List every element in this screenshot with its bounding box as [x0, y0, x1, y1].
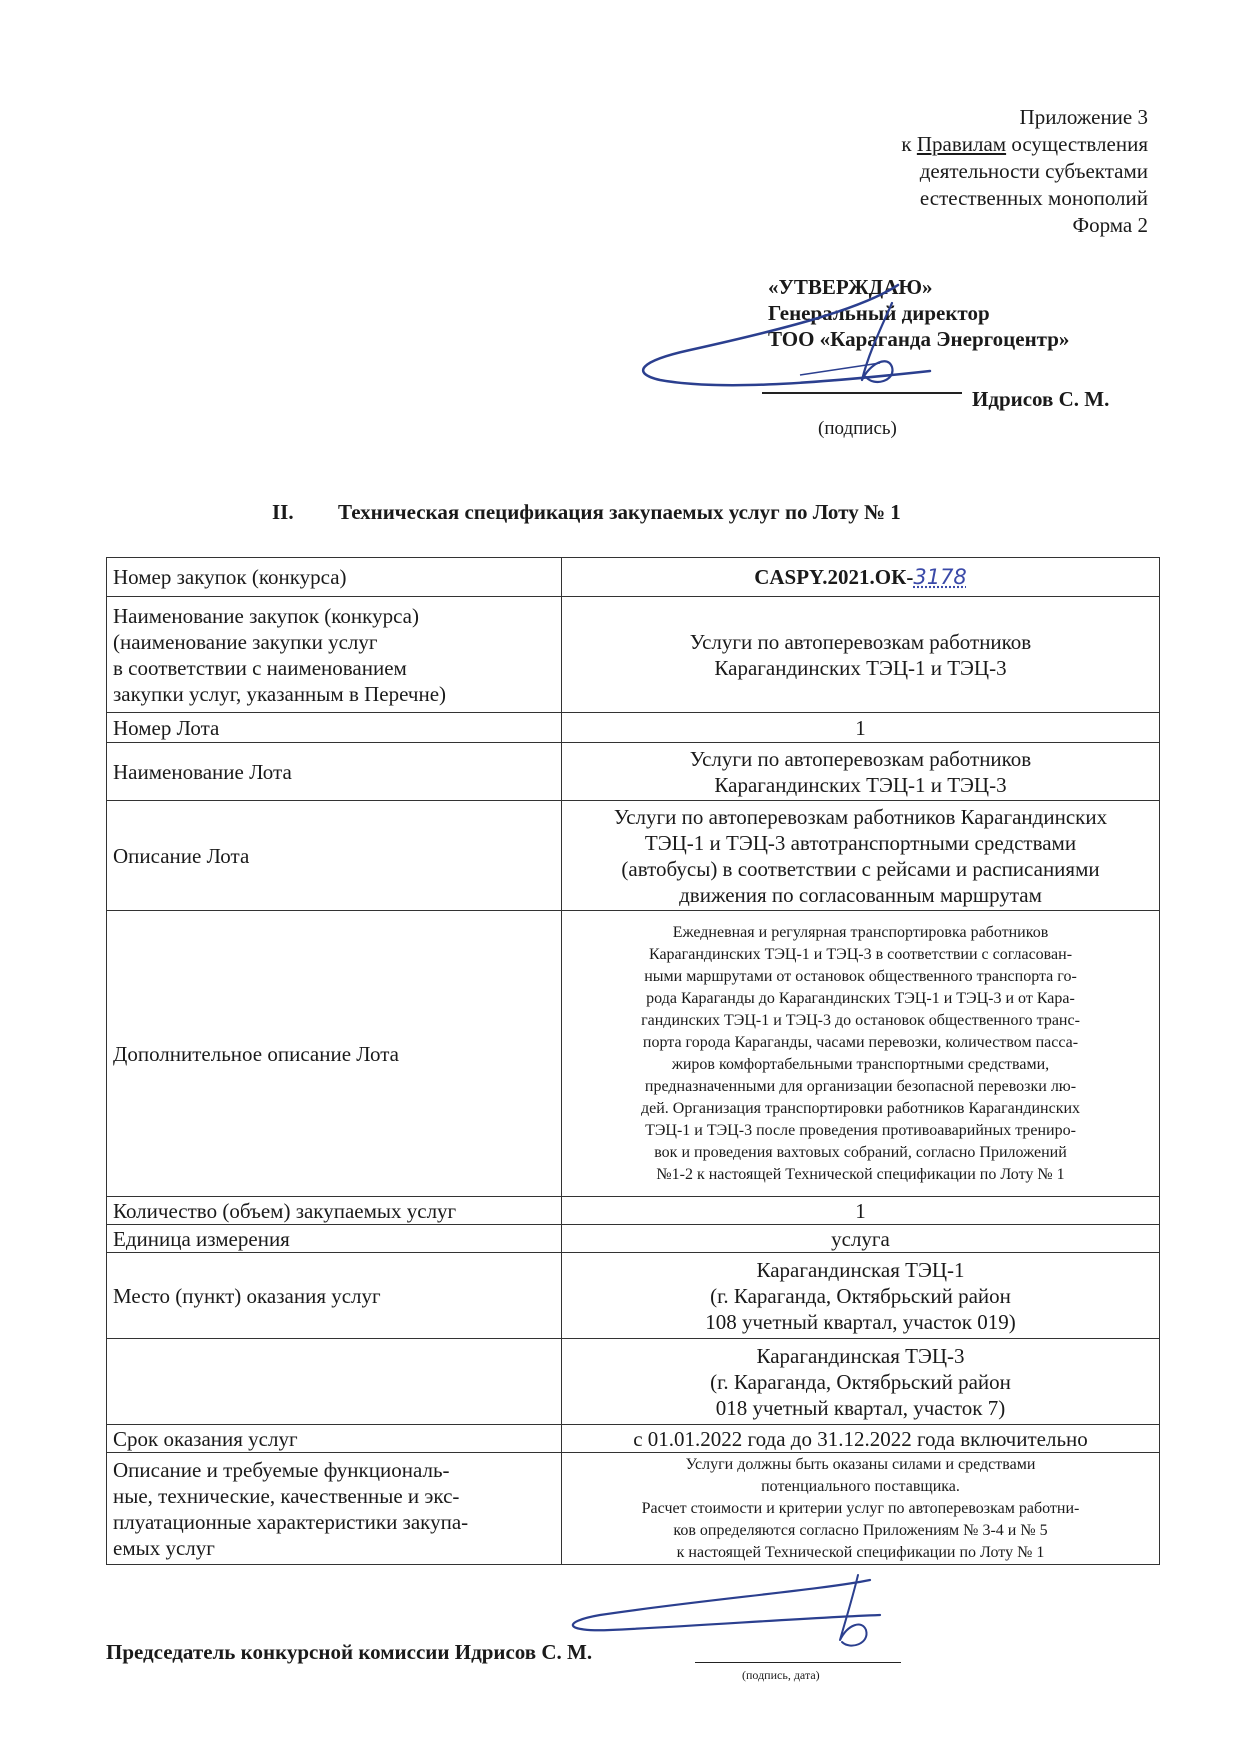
row-label: Дополнительное описание Лота — [107, 911, 562, 1197]
value-line: ков определяются согласно Приложениям № 3-4 и № 5 — [673, 1521, 1048, 1539]
table-row — [107, 1425, 1160, 1453]
value-line: Ежедневная и регулярная транспортировка работников — [672, 923, 1049, 941]
row-value — [562, 1453, 1160, 1565]
row-value — [562, 1253, 1160, 1339]
value-line: (автобусы) в соответствии с рейсами и расписаниями — [621, 856, 1100, 881]
label-line: закупки услуг, указанным в Перечне) — [113, 681, 447, 706]
table-row — [107, 1253, 1160, 1339]
value-line: Расчет стоимости и критерии услуг по автоперевозкам работни- — [641, 1499, 1080, 1517]
value-line: Услуги должны быть оказаны силами и средствами — [685, 1455, 1036, 1473]
approval-signature-caption: (подпись) — [818, 418, 897, 439]
procurement-number — [562, 558, 1160, 597]
label-line: Описание и требуемые функциональ- — [113, 1457, 450, 1482]
value-line: 018 учетный квартал, участок 7) — [715, 1395, 1006, 1420]
table-row — [107, 1197, 1160, 1225]
row-label: Место (пункт) оказания услуг — [107, 1253, 562, 1339]
value-line: к настоящей Технической спецификации по Лоту № 1 — [676, 1543, 1045, 1561]
approval-position: Генеральный директор — [768, 301, 990, 325]
label-line: в соответствии с наименованием — [113, 655, 407, 680]
commission-chair: Председатель конкурсной комиссии Идрисов С. М. — [106, 1640, 593, 1664]
table-row — [107, 558, 1160, 597]
approval-org: ТОО «Караганда Энергоцентр» — [768, 327, 1070, 351]
table-row — [107, 801, 1160, 911]
row-value: услуга — [562, 1225, 1160, 1253]
appendix-rules-line — [901, 131, 1148, 158]
value-line: Карагандинская ТЭЦ-3 — [756, 1343, 965, 1368]
row-value — [562, 1339, 1160, 1425]
table-row — [107, 911, 1160, 1197]
value-line: жиров комфортабельными транспортными средствами, — [671, 1055, 1050, 1073]
appendix-number: Приложение 3 — [1019, 105, 1148, 129]
row-label — [107, 1339, 562, 1425]
label-line: ные, технические, качественные и экс- — [113, 1483, 460, 1508]
section-heading — [272, 500, 901, 525]
row-value — [562, 597, 1160, 713]
appendix-suffix: осуществления — [1006, 132, 1148, 156]
value-line: порта города Караганды, часами перевозки, количеством пасса- — [642, 1033, 1079, 1051]
specification-table — [106, 557, 1160, 1565]
row-label: Номер Лота — [107, 713, 562, 743]
value-line: 108 учетный квартал, участок 019) — [705, 1309, 1016, 1334]
value-line: Услуги по автоперевозкам работников — [689, 629, 1032, 654]
handwritten-number: 3178 — [913, 565, 967, 589]
value-line: Карагандинских ТЭЦ-1 и ТЭЦ-3 — [714, 772, 1007, 797]
section-title: Техническая спецификация закупаемых услуг по Лоту № 1 — [338, 500, 901, 524]
value-line: №1-2 к настоящей Технической спецификации по Лоту № 1 — [656, 1165, 1065, 1183]
value-line: (г. Караганда, Октябрьский район — [710, 1369, 1011, 1394]
value-line: движения по согласованным маршрутам — [679, 882, 1042, 907]
table-row — [107, 597, 1160, 713]
row-label: Срок оказания услуг — [107, 1425, 562, 1453]
table-row — [107, 743, 1160, 801]
label-line: плуатационные характеристики закупа- — [113, 1509, 469, 1534]
value-line: Карагандинских ТЭЦ-1 и ТЭЦ-3 в соответствии с согласован- — [648, 945, 1073, 963]
value-line: рода Караганды до Карагандинских ТЭЦ-1 и ТЭЦ-3 и от Кара- — [646, 989, 1075, 1007]
row-label: Наименование Лота — [107, 743, 562, 801]
row-value — [562, 801, 1160, 911]
appendix-line4: естественных монополий — [919, 186, 1148, 210]
appendix-prefix: к — [901, 132, 917, 156]
table-row — [107, 1339, 1160, 1425]
row-value — [562, 911, 1160, 1197]
section-number: II. — [272, 500, 294, 524]
procurement-prefix: CASPY.2021.ОК- — [754, 565, 914, 589]
approval-block — [768, 274, 1069, 352]
appendix-header — [901, 104, 1148, 239]
row-label: Номер закупок (конкурса) — [107, 558, 562, 597]
rules-link[interactable]: Правилам — [916, 132, 1007, 156]
label-line: емых услуг — [113, 1535, 215, 1560]
approval-title: «УТВЕРЖДАЮ» — [768, 275, 933, 299]
value-line: (г. Караганда, Октябрьский район — [710, 1283, 1011, 1308]
row-value — [562, 743, 1160, 801]
value-line: ТЭЦ-1 и ТЭЦ-3 автотранспортными средствами — [644, 830, 1077, 855]
chair-signature-line — [695, 1662, 901, 1663]
table-row — [107, 1453, 1160, 1565]
row-value: с 01.01.2022 года до 31.12.2022 года включительно — [562, 1425, 1160, 1453]
form-number: Форма 2 — [1072, 213, 1148, 237]
row-label: Количество (объем) закупаемых услуг — [107, 1197, 562, 1225]
value-line: Услуги по автоперевозкам работников Карагандинских — [613, 804, 1108, 829]
approval-signature-line — [762, 392, 962, 394]
chair-signature-caption: (подпись, дата) — [742, 1668, 820, 1682]
value-line: ТЭЦ-1 и ТЭЦ-3 после проведения противоаварийных трениро- — [645, 1121, 1076, 1139]
value-line: Услуги по автоперевозкам работников — [689, 746, 1032, 771]
table-row — [107, 1225, 1160, 1253]
row-value: 1 — [562, 713, 1160, 743]
value-line: ными маршрутами от остановок общественного транспорта го- — [644, 967, 1077, 985]
approval-signer-name: Идрисов С. М. — [972, 387, 1110, 411]
value-line: потенциального поставщика. — [761, 1477, 960, 1495]
appendix-line3: деятельности субъектами — [919, 159, 1148, 183]
label-line: Наименование закупок (конкурса) — [113, 603, 419, 628]
value-line: предназначенными для организации безопасной перевозки лю- — [644, 1077, 1077, 1095]
row-label — [107, 1453, 562, 1565]
table-row — [107, 713, 1160, 743]
value-line: вок и проведения вахтовых собраний, согласно Приложений — [654, 1143, 1067, 1161]
value-line: гандинских ТЭЦ-1 и ТЭЦ-3 до остановок общественного транс- — [641, 1011, 1080, 1029]
row-label: Единица измерения — [107, 1225, 562, 1253]
value-line: дей. Организация транспортировки работников Карагандинских — [640, 1099, 1081, 1117]
row-value: 1 — [562, 1197, 1160, 1225]
row-label: Описание Лота — [107, 801, 562, 911]
value-line: Карагандинская ТЭЦ-1 — [756, 1257, 965, 1282]
chairman-signature — [540, 1560, 920, 1660]
value-line: Карагандинских ТЭЦ-1 и ТЭЦ-3 — [714, 655, 1007, 680]
label-line: (наименование закупки услуг — [113, 629, 378, 654]
row-label — [107, 597, 562, 713]
